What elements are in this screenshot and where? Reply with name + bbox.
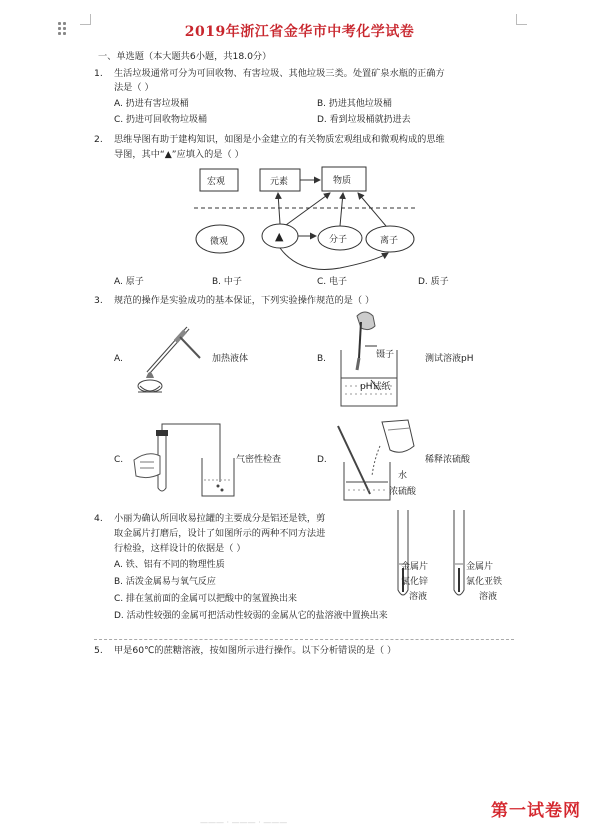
q2-stem-line2: 导图，其中“▲”应填入的是（ ） xyxy=(114,149,244,160)
q4-tube1-metal-label: 金属片 xyxy=(401,562,429,572)
q1-option-c[interactable]: C. 扔进可回收物垃圾桶 xyxy=(114,115,208,125)
footer-faint-text: ——— · ——— · ——— xyxy=(200,818,288,827)
q4-option-d[interactable]: D. 活动性较强的金属可把活动性较弱的金属从它的盐溶液中置换出来 xyxy=(114,611,388,621)
q1-option-a[interactable]: A. 扔进有害垃圾桶 xyxy=(114,99,189,109)
section-heading: 一、单选题（本大题共6小题，共18.0分） xyxy=(98,51,272,62)
q3-c-airtight-illustration xyxy=(130,420,235,500)
q3-number: 3. xyxy=(94,295,103,306)
q3-a-heating-illustration xyxy=(128,318,208,398)
q4-tube1-solution-label2: 溶液 xyxy=(409,592,428,602)
q2-option-b[interactable]: B. 中子 xyxy=(212,277,242,287)
q3-b-paper-label: pH试纸 xyxy=(360,382,391,392)
q3-option-c-letter[interactable]: C. xyxy=(114,455,124,465)
diagram-triangle-icon: ▲ xyxy=(275,230,284,243)
q3-d-acid-label: 浓硫酸 xyxy=(389,487,417,497)
q2-option-c[interactable]: C. 电子 xyxy=(317,277,348,287)
q5-number: 5. xyxy=(94,645,103,656)
q4-number: 4. xyxy=(94,513,103,524)
q2-option-d[interactable]: D. 质子 xyxy=(418,277,449,287)
q2-stem-line1: 思维导图有助于建构知识，如图是小金建立的有关物质宏观组成和微观构成的思维 xyxy=(114,134,445,145)
page-title: 2019年浙江省金华市中考化学试卷 xyxy=(184,24,415,40)
diagram-label-element: 元素 xyxy=(270,177,289,187)
q4-tube2-solution-label2: 溶液 xyxy=(479,592,498,602)
diagram-label-ion: 离子 xyxy=(380,236,399,246)
diagram-label-molecule: 分子 xyxy=(329,235,348,245)
q3-a-label: 加热液体 xyxy=(212,354,249,364)
question-separator xyxy=(94,639,514,640)
q1-option-b[interactable]: B. 扔进其他垃圾桶 xyxy=(317,99,392,109)
q1-option-d[interactable]: D. 看到垃圾桶就扔进去 xyxy=(317,115,411,125)
q4-option-c[interactable]: C. 排在氢前面的金属可以把酸中的氢置换出来 xyxy=(114,594,298,604)
q1-number: 1. xyxy=(94,68,103,79)
q2-option-a[interactable]: A. 原子 xyxy=(114,277,144,287)
q3-b-tweezer-label: 镊子 xyxy=(376,350,395,360)
site-logo: 第一试卷网 xyxy=(491,801,581,821)
q4-stem-line1: 小丽为确认所回收易拉罐的主要成分是铝还是铁，剪 xyxy=(114,513,326,524)
q4-stem-line2: 取金属片打磨后，设计了如图所示的两种不同方法进 xyxy=(114,528,326,539)
q3-b-label: 测试溶液pH xyxy=(425,354,474,364)
q4-tube1-solution-label: 氯化锌 xyxy=(401,577,429,587)
q4-tube2-metal-label: 金属片 xyxy=(466,562,494,572)
diagram-label-substance: 物质 xyxy=(333,176,352,186)
q3-d-water-label: 水 xyxy=(398,471,408,481)
q3-option-a-letter[interactable]: A. xyxy=(114,354,123,364)
diagram-label-micro: 微观 xyxy=(210,237,229,247)
q4-stem-line3: 行检验，这样设计的依据是（ ） xyxy=(114,543,246,554)
q1-stem-line1: 生活垃圾通常可分为可回收物、有害垃圾、其他垃圾三类。处置矿泉水瓶的正确方 xyxy=(114,68,445,79)
q1-stem-line2: 法是（ ） xyxy=(114,82,154,93)
diagram-label-macro: 宏观 xyxy=(207,177,226,187)
q5-stem: 甲是60℃的蔗糖溶液，按如图所示进行操作。以下分析错误的是（ ） xyxy=(114,645,397,656)
q4-tube2-solution-label: 氯化亚铁 xyxy=(466,577,503,587)
q3-option-b-letter[interactable]: B. xyxy=(317,354,327,364)
q3-c-label: 气密性检查 xyxy=(236,455,282,465)
q4-option-b[interactable]: B. 活泼金属易与氧气反应 xyxy=(114,577,216,587)
q2-number: 2. xyxy=(94,134,103,145)
q3-d-label: 稀释浓硫酸 xyxy=(425,455,471,465)
q3-stem: 规范的操作是实验成功的基本保证，下列实验操作规范的是（ ） xyxy=(114,295,375,306)
q3-option-d-letter[interactable]: D. xyxy=(317,455,327,465)
q4-option-a[interactable]: A. 铁、铝有不同的物理性质 xyxy=(114,560,225,570)
